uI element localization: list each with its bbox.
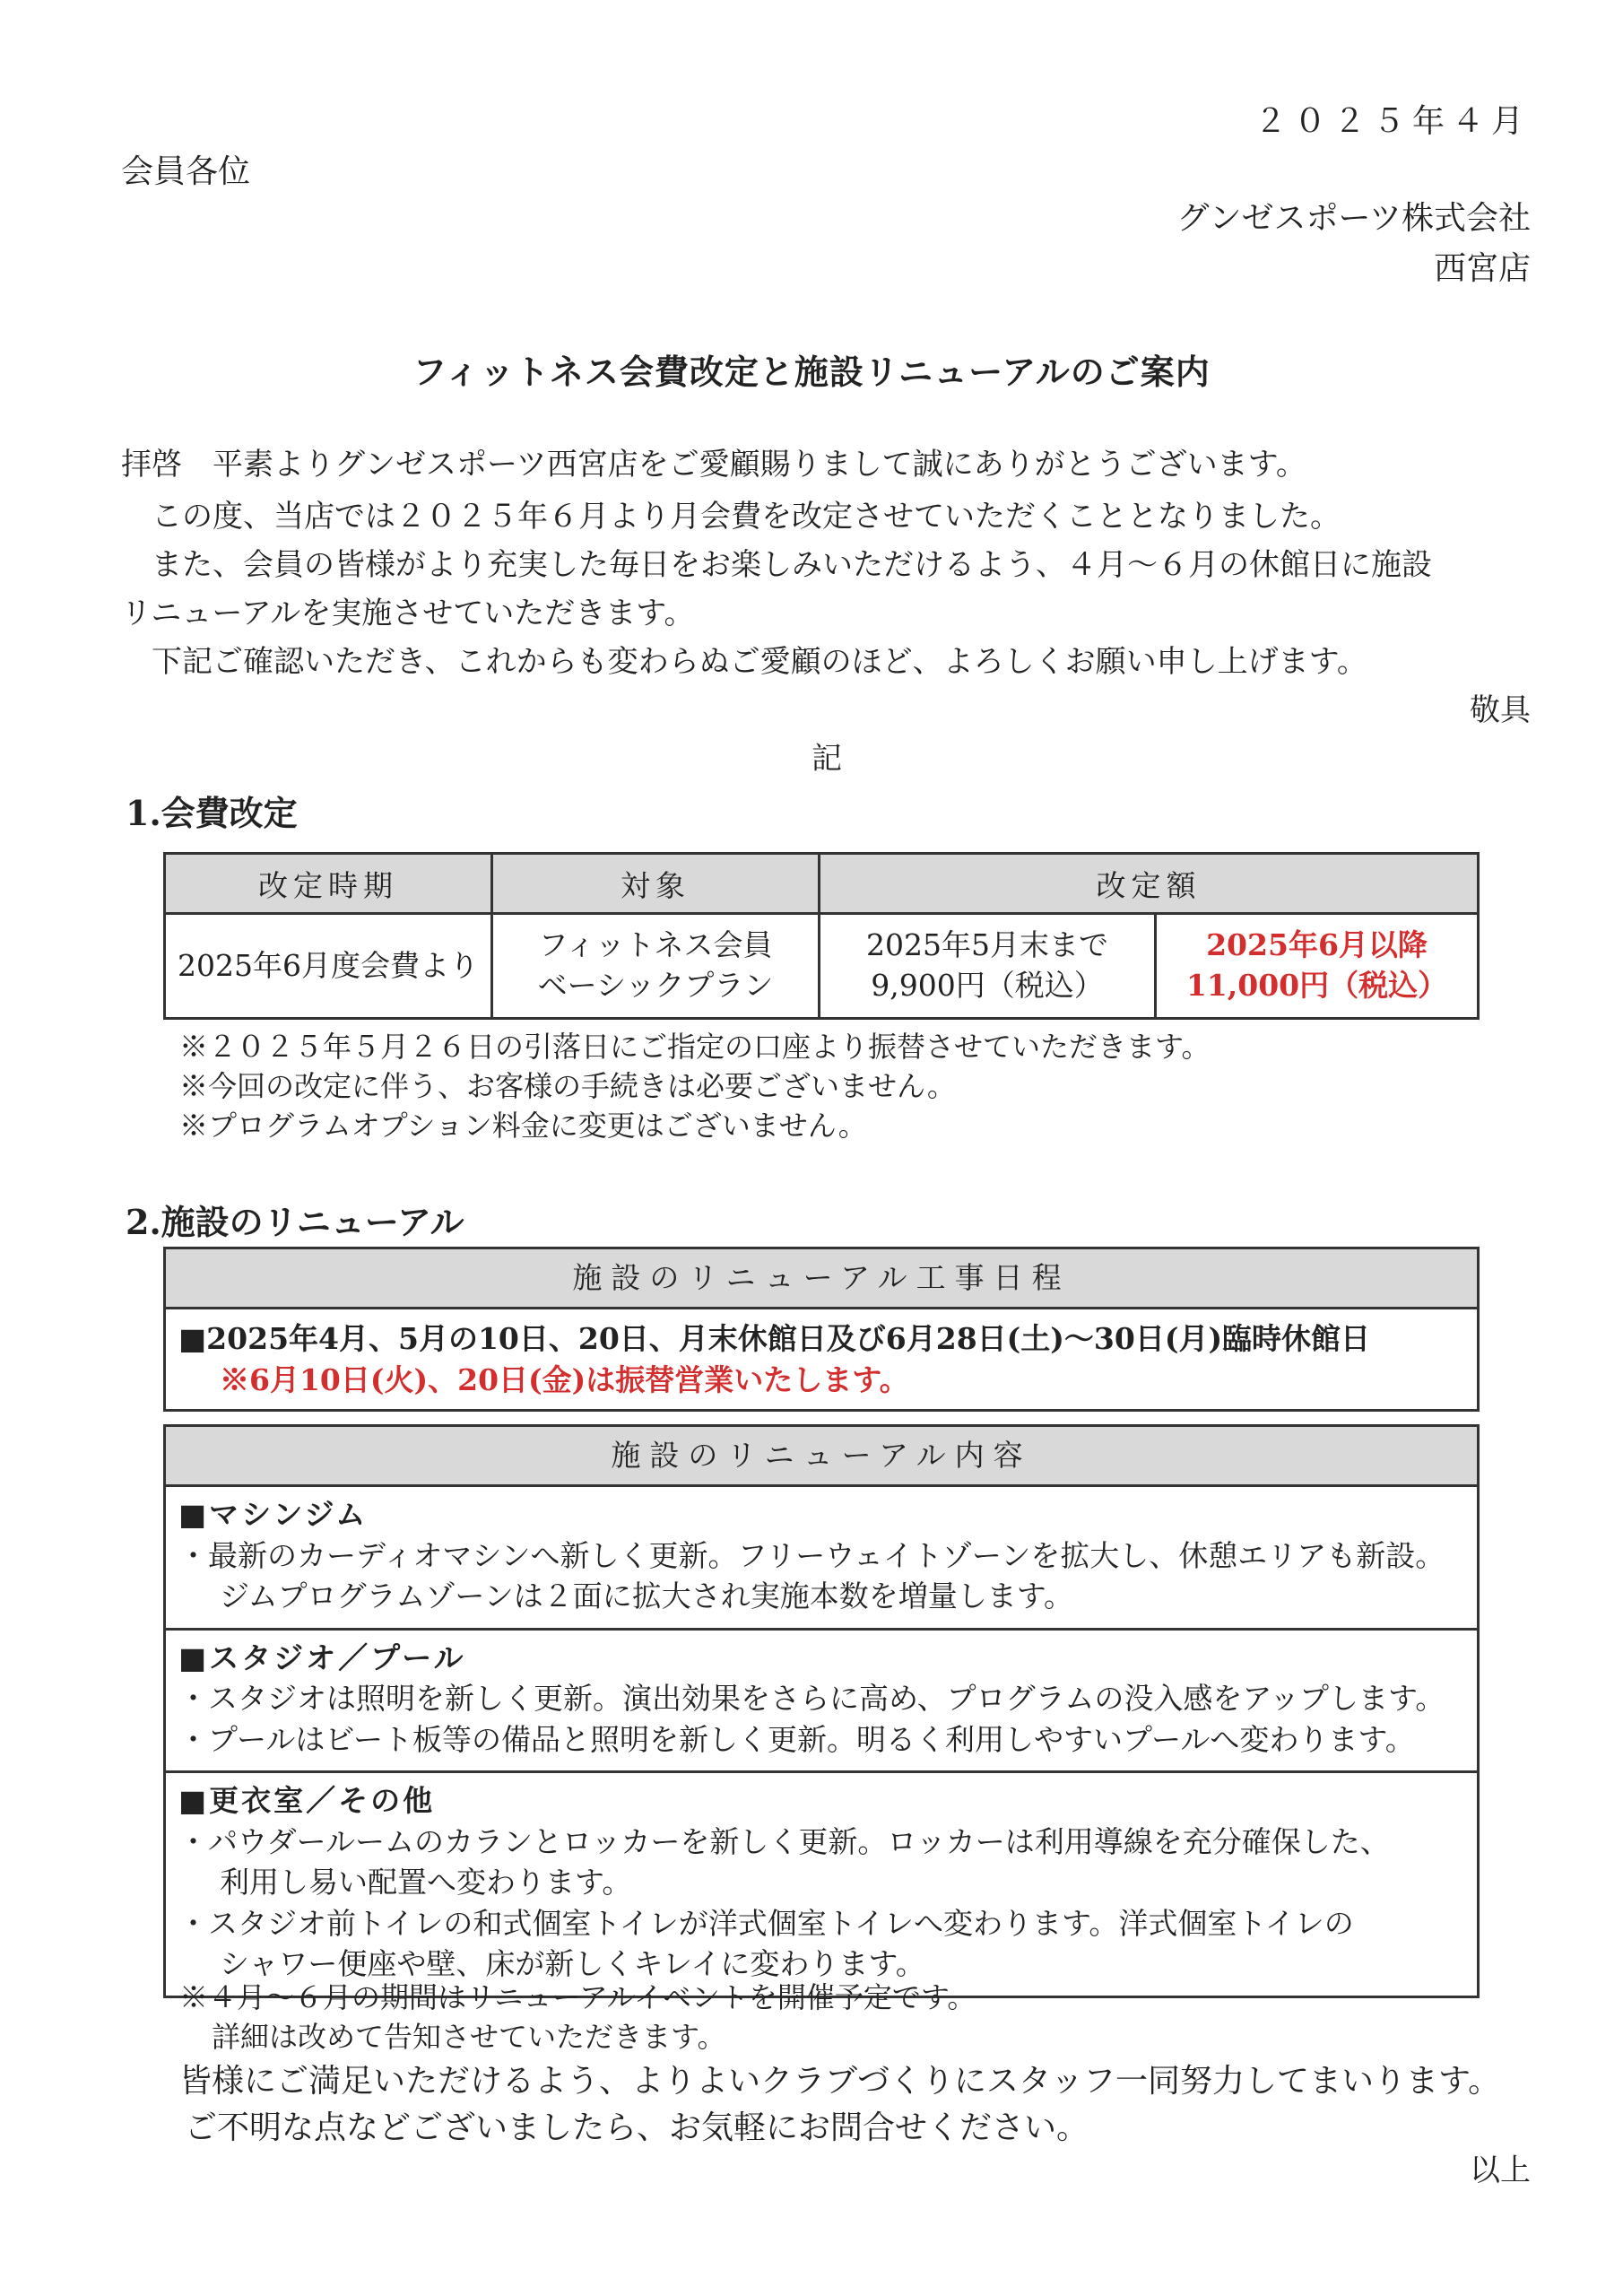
old-fee-line-2: 9,900円（税込）	[871, 968, 1104, 1003]
intro-line-5: 下記ご確認いただき、これからも変わらぬご愛顧のほど、よろしくお願い申し上げます。	[121, 644, 1367, 680]
schedule-box	[163, 1247, 1480, 1412]
date: ２０２５年４月	[1254, 103, 1531, 140]
intro-line-4: リニューアルを実施させていただきます。	[121, 596, 695, 631]
new-fee-line-1: 2025年6月以降	[1206, 927, 1428, 963]
machine-gym-line-1: ・最新のカーディオマシンへ新しく更新。フリーウェイトゾーンを拡大し、休憩エリアも新設。	[178, 1537, 1445, 1573]
page-title: フィットネス会費改定と施設リニューアルのご案内	[412, 352, 1211, 392]
studio-pool-title: ■スタジオ／プール	[178, 1639, 466, 1675]
target-cell	[492, 914, 820, 1019]
content-box	[163, 1424, 1480, 1998]
locker-other-line-2: 利用し易い配置へ変わります。	[220, 1865, 632, 1900]
locker-other-line-1: ・パウダールームのカランとロッカーを新しく更新。ロッカーは利用導線を充分確保した、	[178, 1823, 1390, 1859]
renewal-note-1: ※４月～６月の期間はリニューアルイベントを開催予定です。	[179, 1980, 976, 2014]
fee-note-2: ※今回の改定に伴う、お客様の手続きは必要ございません。	[179, 1069, 956, 1103]
new-fee-line-2: 11,000円（税込）	[1185, 968, 1448, 1003]
locker-other-title: ■更衣室／その他	[178, 1783, 436, 1819]
col-header-target: 対象	[492, 854, 820, 914]
end-mark: 以上	[1470, 2152, 1531, 2188]
locker-other-line-4: シャワー便座や壁、床が新しくキレイに変わります。	[220, 1946, 925, 1982]
period-cell: 2025年6月度会費より	[165, 914, 492, 1019]
machine-gym-line-2: ジムプログラムゾーンは２面に拡大され実施本数を増量します。	[220, 1578, 1074, 1614]
company-name: グンゼスポーツ株式会社	[1176, 200, 1531, 237]
section1-heading: 1.会費改定	[126, 793, 298, 833]
keigu: 敬具	[1470, 692, 1531, 728]
branch-name: 西宮店	[1433, 250, 1531, 287]
intro-line-1: 拝啓 平素よりグンゼスポーツ西宮店をご愛顧賜りまして誠にありがとうございます。	[121, 447, 1306, 483]
target-line-1: フィットネス会員	[538, 927, 773, 963]
content-header: 施設のリニューアル内容	[166, 1427, 1477, 1487]
closing-line-1: 皆様にご満足いただけるよう、よりよいクラブづくりにスタッフ一同努力してまいります。	[179, 2063, 1501, 2100]
machine-gym-title: ■マシンジム	[178, 1497, 369, 1532]
renewal-note-2: 詳細は改めて告知させていただきます。	[212, 2020, 726, 2054]
section2-heading: 2.施設のリニューアル	[126, 1202, 464, 1242]
locker-other-line-3: ・スタジオ前トイレの和式個室トイレが洋式個室トイレへ変わります。洋式個室トイレの	[178, 1905, 1354, 1941]
studio-pool-line-2: ・プールはビート板等の備品と照明を新しく更新。明るく利用しやすいプールへ変わります。	[178, 1721, 1415, 1757]
table-row	[165, 914, 1479, 1019]
ki: 記	[812, 741, 842, 777]
recipient: 会員各位	[121, 153, 251, 190]
content-section-machine-gym	[166, 1487, 1477, 1631]
fee-note-3: ※プログラムオプション料金に変更はございません。	[179, 1109, 867, 1143]
schedule-line: ■2025年4月、5月の10日、20日、月末休館日及び6月28日(土)～30日(月)臨時休館日	[178, 1321, 1371, 1356]
closing-line-2: ご不明な点などございましたら、お気軽にお問合せください。	[185, 2109, 1089, 2146]
content-section-locker-other	[166, 1773, 1477, 1996]
old-fee-line-1: 2025年5月末まで	[866, 927, 1108, 963]
col-header-period: 改定時期	[165, 854, 492, 914]
target-line-2: ベーシックプラン	[537, 968, 774, 1003]
intro-line-2: この度、当店では２０２５年６月より月会費を改定させていただくこととなりました。	[121, 499, 1341, 535]
fee-note-1: ※２０２５年５月２６日の引落日にご指定の口座より振替させていただきます。	[179, 1030, 1211, 1064]
col-header-amount: 改定額	[820, 854, 1479, 914]
intro-line-3: また、会員の皆様がより充実した毎日をお楽しみいただけるよう、４月～６月の休館日に施設	[121, 547, 1432, 583]
studio-pool-line-1: ・スタジオは照明を新しく更新。演出効果をさらに高め、プログラムの没入感をアップします。	[178, 1681, 1445, 1717]
old-fee-cell	[820, 914, 1156, 1019]
fee-table	[163, 852, 1480, 1020]
schedule-header: 施設のリニューアル工事日程	[166, 1249, 1477, 1309]
content-section-studio-pool	[166, 1631, 1477, 1774]
schedule-body	[166, 1309, 1477, 1409]
schedule-note: ※6月10日(火)、20日(金)は振替営業いたします。	[220, 1361, 909, 1397]
new-fee-cell	[1156, 914, 1479, 1019]
